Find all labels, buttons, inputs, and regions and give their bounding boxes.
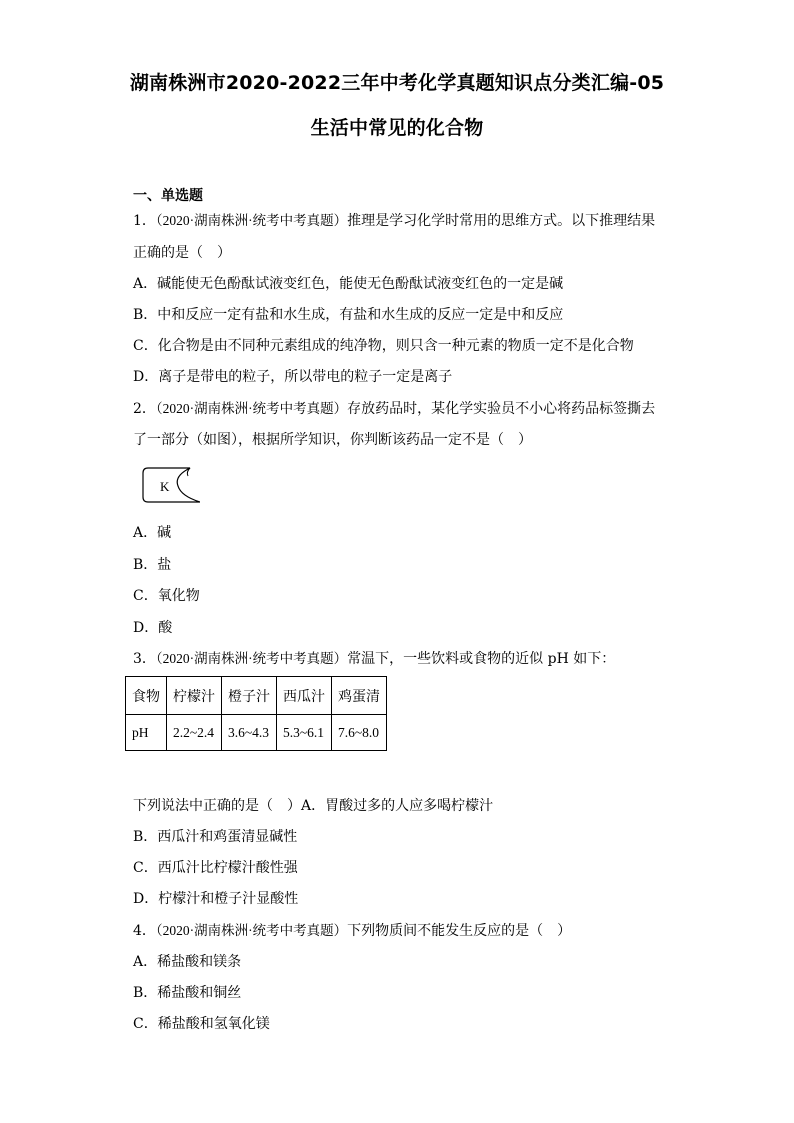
ph-table: [125, 676, 387, 751]
table-header-row: [126, 677, 387, 715]
table-header-cell: 西瓜汁: [277, 677, 332, 715]
table-cell: 5.3~6.1: [277, 715, 332, 751]
table-header-cell: 橙子汁: [222, 677, 277, 715]
document-title-line2: 生活中常见的化合物: [310, 117, 484, 139]
q4-option-c: C．稀盐酸和氢氧化镁: [133, 1016, 270, 1032]
q2-option-c: C．氧化物: [133, 588, 200, 604]
q2-option-d: D．酸: [133, 620, 173, 636]
torn-label-figure: [140, 466, 200, 504]
q1-option-c: C．化合物是由不同种元素组成的纯净物，则只含一种元素的物质一定不是化合物: [133, 338, 634, 354]
q2-number: 2．: [133, 401, 156, 417]
q1-option-d: D．离子是带电的粒子，所以带电的粒子一定是离子: [133, 369, 453, 385]
q1-source: （2020·湖南株洲·统考中考真题）: [155, 213, 348, 228]
q4-option-a: A．稀盐酸和镁条: [133, 954, 242, 970]
q2-option-a: A．碱: [133, 525, 172, 541]
q3-source: （2020·湖南株洲·统考中考真题）: [155, 651, 348, 666]
q2-option-b: B．盐: [133, 557, 172, 573]
table-cell: 2.2~2.4: [167, 715, 222, 751]
q1-stem-line2: 正确的是（ ）: [133, 245, 231, 261]
q1-stem-a: 推理是学习化学时常用的思维方式。以下推理结果: [347, 213, 656, 229]
q3-question-and-option-a: 下列说法中正确的是（ ）A．胃酸过多的人应多喝柠檬汁: [133, 798, 494, 814]
q3-number: 3．: [133, 651, 156, 667]
q3-stem: [133, 649, 615, 669]
table-cell: 3.6~4.3: [222, 715, 277, 751]
q2-stem-a: 存放药品时，某化学实验员不小心将药品标签撕去: [347, 401, 656, 417]
q4-stem: [133, 921, 571, 941]
q4-stem-text: 下列物质间不能发生反应的是（ ）: [347, 923, 572, 939]
q4-number: 4．: [133, 923, 156, 939]
label-letter: K: [160, 479, 170, 494]
q1-stem-line1: [133, 211, 655, 231]
table-cell: pH: [126, 715, 167, 751]
q4-source: （2020·湖南株洲·统考中考真题）: [155, 923, 348, 938]
q4-option-b: B．稀盐酸和铜丝: [133, 985, 242, 1001]
table-cell: 7.6~8.0: [332, 715, 387, 751]
table-header-cell: 食物: [126, 677, 167, 715]
table-header-cell: 柠檬汁: [167, 677, 222, 715]
q3-stem-text: 常温下，一些饮料或食物的近似 pH 如下：: [347, 651, 616, 667]
q1-option-b: B．中和反应一定有盐和水生成，有盐和水生成的反应一定是中和反应: [133, 307, 564, 323]
q2-source: （2020·湖南株洲·统考中考真题）: [155, 401, 348, 416]
q2-stem-line1: [133, 399, 655, 419]
q1-option-a: A．碱能使无色酚酞试液变红色，能使无色酚酞试液变红色的一定是碱: [133, 276, 564, 292]
table-header-cell: 鸡蛋清: [332, 677, 387, 715]
q3-option-d: D．柠檬汁和橙子汁显酸性: [133, 891, 299, 907]
table-row: [126, 715, 387, 751]
section-heading: 一、单选题: [133, 188, 203, 204]
q3-option-b: B．西瓜汁和鸡蛋清显碱性: [133, 829, 298, 845]
q3-option-c: C．西瓜汁比柠檬汁酸性强: [133, 860, 298, 876]
q1-number: 1．: [133, 213, 156, 229]
q2-stem-line2: 了一部分（如图），根据所学知识，你判断该药品一定不是（ ）: [133, 432, 532, 448]
document-title-line1: 湖南株洲市2020-2022三年中考化学真题知识点分类汇编-05: [129, 72, 665, 94]
